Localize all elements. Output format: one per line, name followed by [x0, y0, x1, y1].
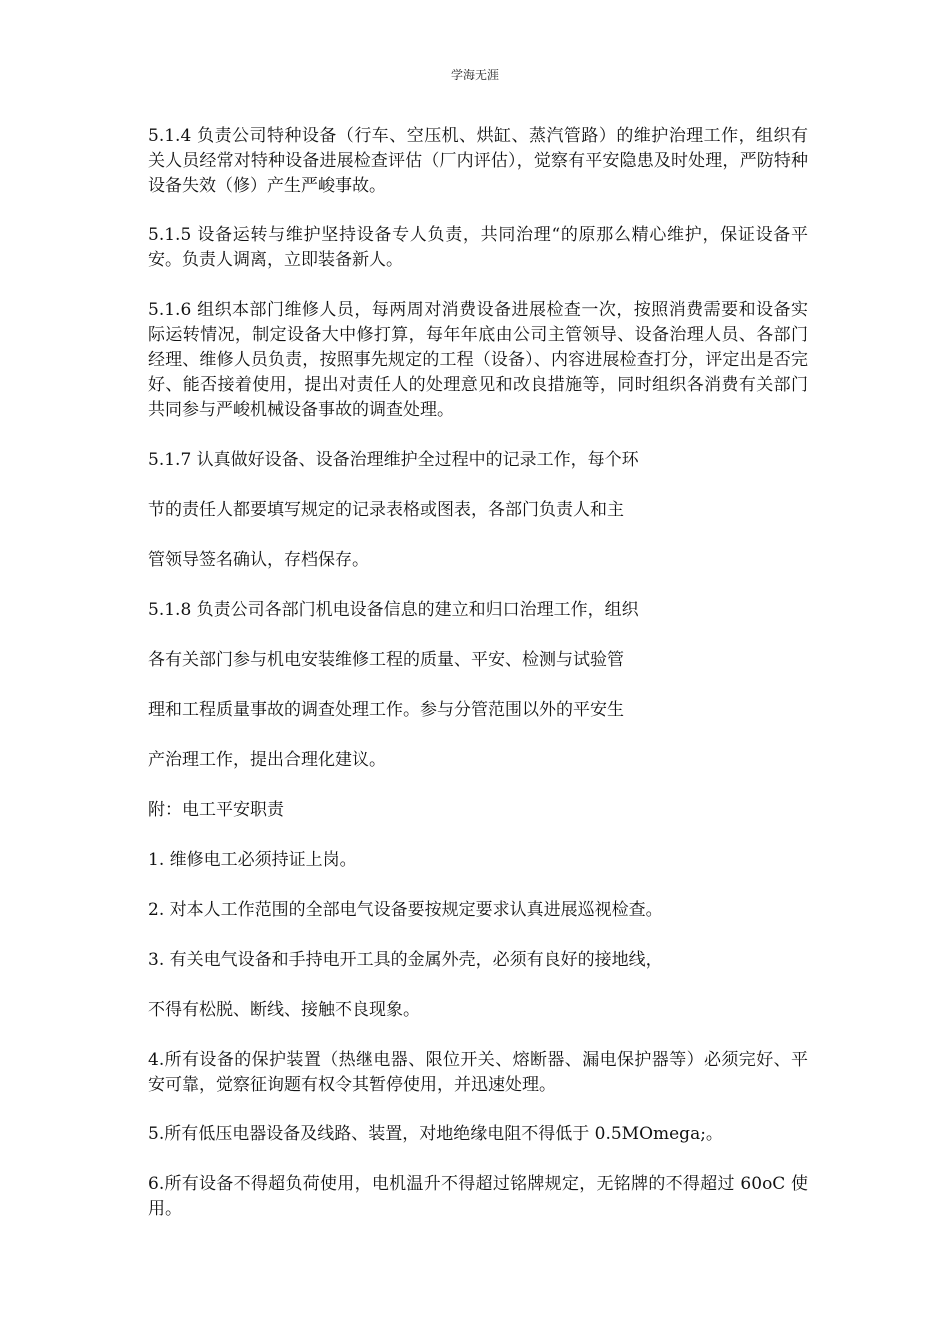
electrician-duty-item-1: 1. 维修电工必须持证上岗。: [148, 850, 357, 870]
paragraph-5-1-7-line-1: 5.1.7 认真做好设备、设备治理维护全过程中的记录工作，每个环: [148, 450, 639, 470]
paragraph-5-1-4: 5.1.4 负责公司特种设备（行车、空压机、烘缸、蒸汽管路）的维护治理工作，组织有关人员经常对特种设备进展检查评估（厂内评估），觉察有平安隐患及时处理，严防特种设备失效（修）产生严峻事故。: [148, 126, 808, 196]
paragraph-5-1-8-line-3: 理和工程质量事故的调查处理工作。参与分管范围以外的平安生: [148, 700, 624, 720]
appendix-title: 附：电工平安职责: [148, 800, 284, 820]
electrician-duty-item-5: 5.所有低压电器设备及线路、装置，对地绝缘电阻不得低于 0.5MOmega;。: [148, 1124, 723, 1144]
page-header: 学海无涯: [450, 68, 499, 82]
paragraph-5-1-7-line-3: 管领导签名确认，存档保存。: [148, 550, 369, 570]
electrician-duty-item-2: 2. 对本人工作范围的全部电气设备要按规定要求认真进展巡视检查。: [148, 900, 663, 920]
paragraph-5-1-8-line-4: 产治理工作，提出合理化建议。: [148, 750, 386, 770]
paragraph-5-1-7-line-2: 节的责任人都要填写规定的记录表格或图表，各部门负责人和主: [148, 500, 624, 520]
electrician-duty-item-3-line-2: 不得有松脱、断线、接触不良现象。: [148, 1000, 420, 1020]
paragraph-5-1-8-line-2: 各有关部门参与机电安装维修工程的质量、平安、检测与试验管: [148, 650, 624, 670]
document-body: [148, 124, 808, 1222]
paragraph-5-1-5: 5.1.5 设备运转与维护坚持设备专人负责，共同治理“的原那么精心维护，保证设备平安。负责人调离，立即装备新人。: [148, 225, 808, 270]
electrician-duty-item-4: 4.所有设备的保护装置（热继电器、限位开关、熔断器、漏电保护器等）必须完好、平安可靠，觉察征询题有权令其暂停使用，并迅速处理。: [148, 1050, 808, 1095]
electrician-duty-item-6: 6.所有设备不得超负荷使用，电机温升不得超过铭牌规定，无铭牌的不得超过 60oC 使用。: [148, 1174, 808, 1219]
electrician-duty-item-3-line-1: 3. 有关电气设备和手持电开工具的金属外壳，必须有良好的接地线，: [148, 950, 663, 970]
paragraph-5-1-8-line-1: 5.1.8 负责公司各部门机电设备信息的建立和归口治理工作，组织: [148, 600, 639, 620]
paragraph-5-1-6: 5.1.6 组织本部门维修人员，每两周对消费设备进展检查一次，按照消费需要和设备实际运转情况，制定设备大中修打算，每年年底由公司主管领导、设备治理人员、各部门经理、维修人员负责，按照事先规定的工程（设备）、内容进展检查打分，评定出是否完好、能否接着使用，提出对责任人的处理意见和改良措施等，同时组织各消费有关部门共同参与严峻机械设备事故的调查处理。: [148, 300, 808, 420]
